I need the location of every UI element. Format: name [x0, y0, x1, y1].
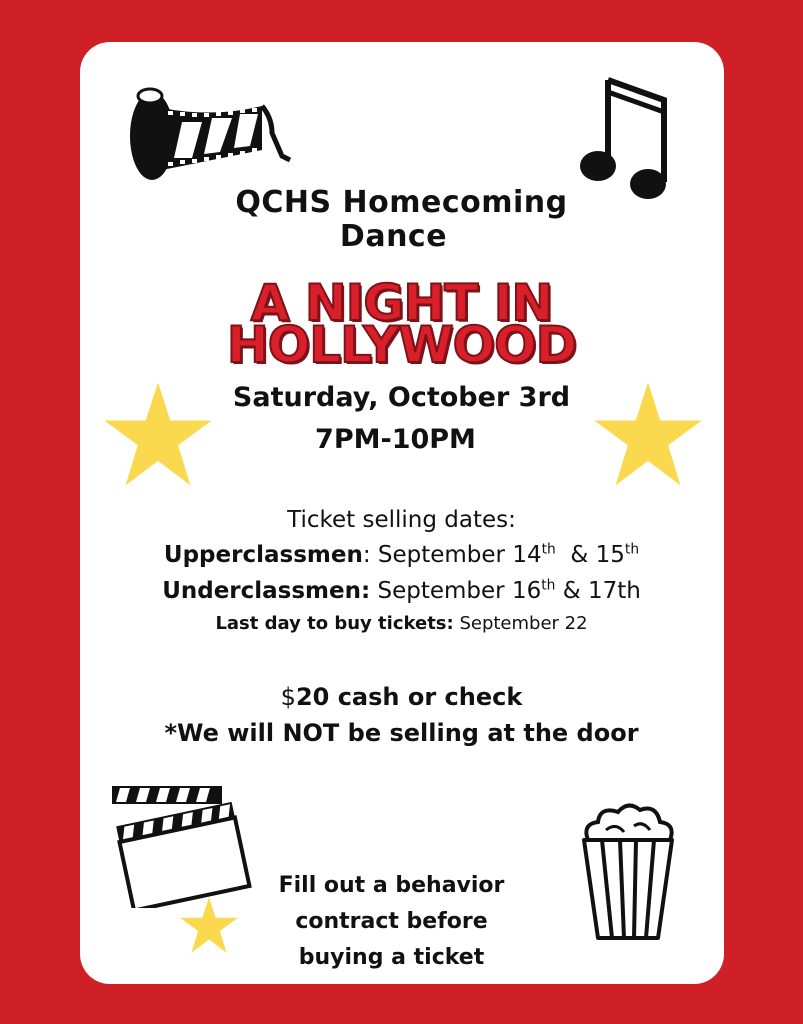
last-day-line	[0, 610, 803, 638]
tickets-heading: Ticket selling dates:	[287, 507, 516, 533]
event-date: Saturday, October 3rd	[232, 382, 571, 413]
footer-line3: buying a ticket	[298, 945, 485, 970]
event-title-line1: QCHS Homecoming	[235, 185, 568, 220]
last-day-value: September 22	[453, 613, 588, 634]
price-amount: 20 cash or check	[295, 683, 523, 711]
currency-symbol: $	[280, 683, 296, 711]
upperclassmen-date1: : September 14	[362, 542, 542, 568]
footer-line1: Fill out a behavior	[278, 873, 505, 898]
no-door-sales-note: *We will NOT be selling at the door	[164, 719, 639, 747]
upperclassmen-dates	[0, 538, 803, 572]
price-line	[0, 678, 803, 716]
event-time: 7PM-10PM	[315, 424, 476, 455]
underclassmen-label: Underclassmen:	[162, 578, 371, 604]
footer-line2: contract before	[295, 909, 488, 934]
ordinal-suffix: th	[541, 541, 556, 558]
ordinal-suffix: th	[541, 577, 556, 594]
film-reel-icon	[122, 78, 292, 190]
underclassmen-date1: September 16	[370, 578, 542, 604]
theme-headline-line1: A NIGHT IN	[250, 274, 553, 332]
last-day-label: Last day to buy tickets:	[215, 613, 454, 634]
upperclassmen-label: Upperclassmen	[163, 542, 363, 568]
ordinal-suffix: th	[624, 541, 640, 558]
underclassmen-date2: & 17th	[555, 578, 641, 604]
event-title-line2: Dance	[339, 219, 448, 254]
upperclassmen-date2: & 15	[555, 542, 625, 568]
underclassmen-dates	[0, 574, 803, 608]
theme-headline-line2: HOLLYWOOD	[226, 316, 577, 374]
